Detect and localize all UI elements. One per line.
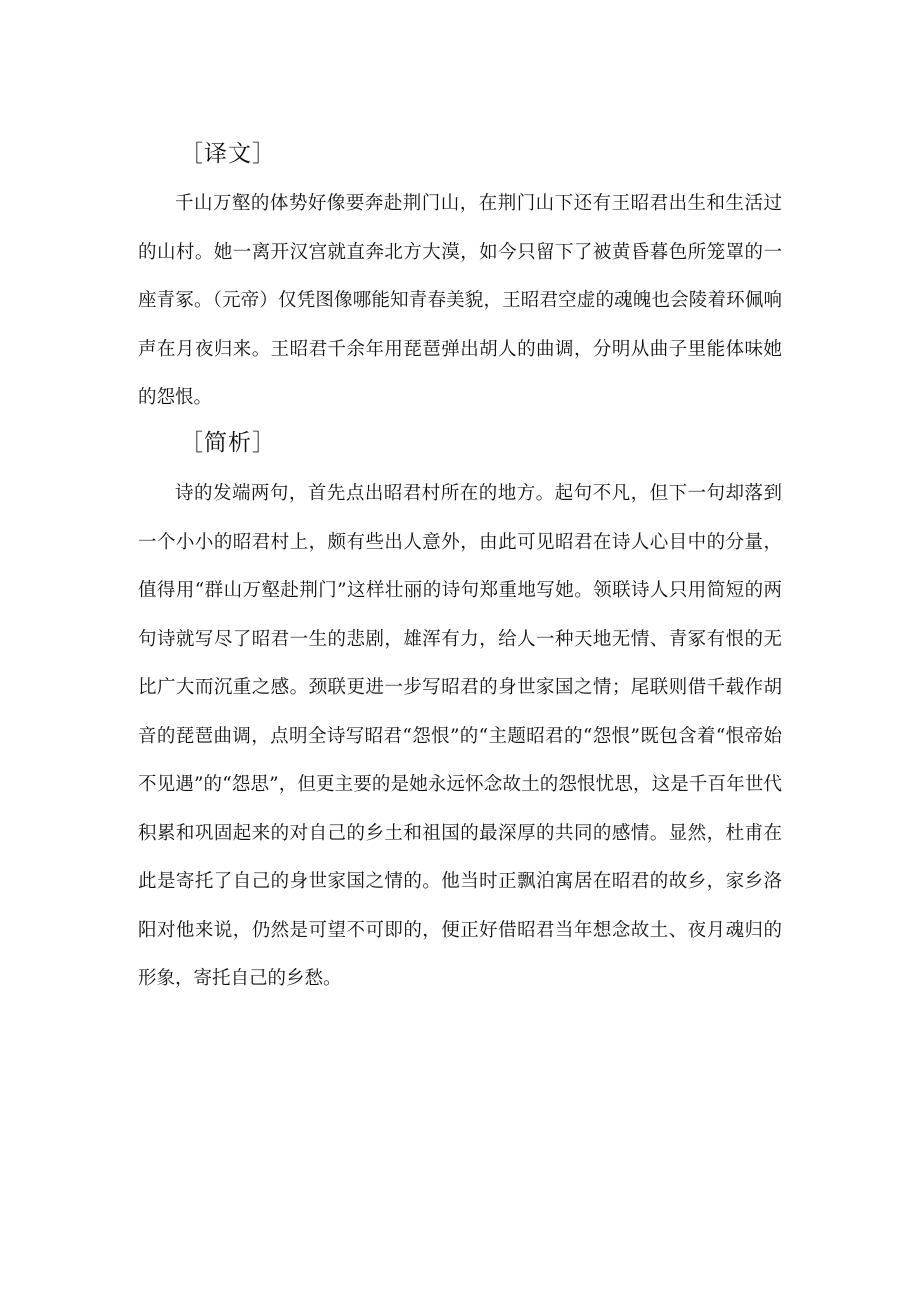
translation-heading: ［译文］ xyxy=(180,141,276,167)
analysis-heading: ［简析］ xyxy=(180,430,276,456)
analysis-paragraph: 诗的发端两句，首先点出昭君村所在的地方。起句不凡，但下一句却落到一个小小的昭君村上，颇有些出人意外，由此可见昭君在诗人心目中的分量，值得用“群山万壑赴荆门”这样壮丽的诗句郑重地写她。领联诗人只用简短的两句诗就写尽了昭君一生的悲剧，雄浑有力，给人一种天地无情、青冢有恨的无比广大而沉重之感。颈联更进一步写昭君的身世家国之情；尾联则借千载作胡音的琵琶曲调，点明全诗写昭君“怨恨”的“主题昭君的“怨恨”既包含着“恨帝始不见遇”的“怨思”，但更主要的是她永远怀念故土的怨恨忧思，这是千百年世代积累和巩固起来的对自己的乡土和祖国的最深厚的共同的感情。显然，杜甫在此是寄托了自己的身世家国之情的。他当时正飘泊寓居在昭君的故乡，家乡洛阳对他来说，仍然是可望不可即的，便正好借昭君当年想念故土、夜月魂归的形象，寄托自己的乡愁。 xyxy=(138,483,782,989)
translation-paragraph: 千山万壑的体势好像要奔赴荆门山，在荆门山下还有王昭君出生和生活过的山村。她一离开汉宫就直奔北方大漠，如今只留下了被黄昏暮色所笼罩的一座青冢。（元帝）仅凭图像哪能知青春美貌，王昭君空虚的魂魄也会陵着环佩响声在月夜归来。王昭君千余年用琵琶弹出胡人的曲调，分明从曲子里能体味她的怨恨。 xyxy=(138,193,782,408)
